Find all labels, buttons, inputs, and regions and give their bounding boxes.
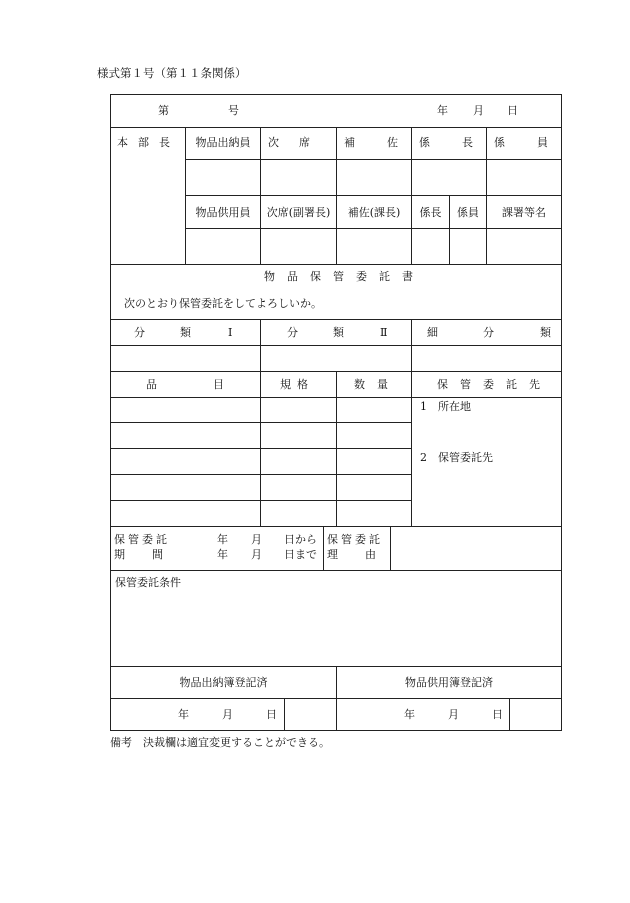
period-label-1: 保管委託 [114,533,170,546]
item-row[interactable] [111,398,411,422]
spec-header: 規格 [280,378,314,391]
destination-header: 保管委託先 [437,378,552,391]
ledger-use-year: 年 [404,708,415,721]
approver-hosa: 補佐 [344,136,430,149]
period-to-year: 年 [217,548,228,561]
intro-text: 次のとおり保管委託をしてよろしいか。 [124,297,322,310]
period-from-month: 月 [251,533,262,546]
destination-location-label: 1 所在地 [420,400,471,413]
ledger-use-label: 物品供用簿登記済 [405,676,493,689]
approver-honbucho: 本部長 [117,136,180,149]
detail-classification-field[interactable] [412,346,561,371]
signature-cell-row2[interactable] [186,229,561,264]
ledger-use-day: 日 [492,708,503,721]
approver-kashomei: 課署等名 [502,206,546,219]
approver-suitoin: 物品出納員 [195,136,251,149]
date-month: 月 [473,104,484,117]
signature-cell-honbucho[interactable] [111,160,185,264]
conditions-label: 保管委託条件 [115,576,181,589]
approver-jiseki-fukushocho: 次席(副署長) [266,206,331,219]
conditions-field[interactable] [111,592,561,666]
date-day: 日 [507,104,518,117]
approver-kyoyoin: 物品供用員 [195,206,251,219]
ledger-issue-day: 日 [266,708,277,721]
ledger-issue-year: 年 [178,708,189,721]
number-suffix: 号 [228,104,239,117]
period-label-2: 期間 [114,548,190,561]
reason-label-2: 理由 [327,548,403,561]
period-from-year: 年 [217,533,228,546]
approver-hosa-kacho: 補佐(課長) [347,206,401,219]
classification-2-field[interactable] [261,346,411,371]
item-row[interactable] [111,475,411,500]
ledger-issue-month: 月 [222,708,233,721]
classification-1-field[interactable] [111,346,260,371]
signature-cell-row1[interactable] [186,160,561,195]
period-to-month: 月 [251,548,262,561]
approver-kakaricho-2: 係長 [419,206,442,219]
ledger-use-seal[interactable] [510,699,561,730]
date-year: 年 [437,104,448,117]
destination-entrusted-label: 2 保管委託先 [420,451,493,464]
number-prefix: 第 [158,104,169,117]
item-row[interactable] [111,501,411,526]
item-row[interactable] [111,423,411,448]
ledger-use-month: 月 [448,708,459,721]
form-label: 様式第１号（第１１条関係） [97,66,247,80]
period-from-day: 日から [284,533,317,546]
footnote: 備考 決裁欄は適宜変更することができる。 [110,736,330,749]
period-to-day: 日まで [284,548,317,561]
approver-kakariin: 係員 [494,136,580,149]
reason-label-1: 保管委託 [327,533,383,546]
approver-kakaricho: 係長 [419,136,505,149]
approver-jiseki: 次席 [268,136,330,149]
reason-field[interactable] [391,527,561,570]
document-title: 物品保管委託書 [264,270,425,283]
ledger-issue-label: 物品出納簿登記済 [179,676,268,689]
approver-kakariin-2: 係員 [457,206,479,219]
quantity-header: 数量 [354,378,400,391]
item-row[interactable] [111,449,411,474]
ledger-issue-seal[interactable] [285,699,336,730]
